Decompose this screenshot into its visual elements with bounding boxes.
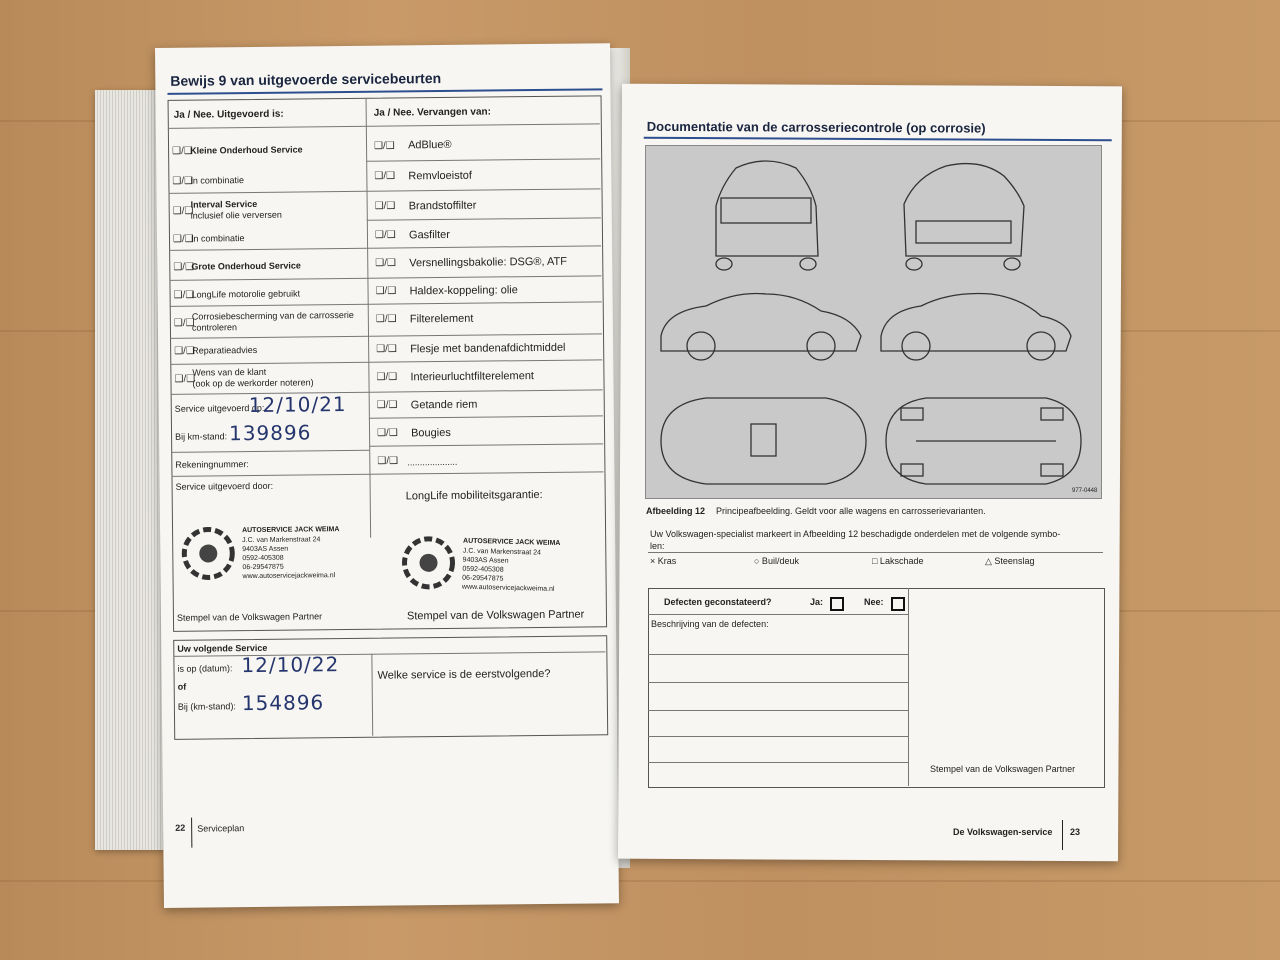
km-value: 139896 <box>228 420 312 446</box>
stamp-line: www.autoservicejackweima.nl <box>461 583 555 593</box>
service-item: Kleine Onderhoud Service <box>190 144 303 156</box>
next-km-label: Bij (km-stand): <box>177 701 236 712</box>
stamp-partner-label: Stempel van de Volkswagen Partner <box>176 611 323 623</box>
checkbox-pair[interactable]: ❑/❑ <box>172 145 193 157</box>
checkbox-pair[interactable]: ❑/❑ <box>377 455 399 467</box>
stamp-line: AUTOSERVICE JACK WEIMA <box>462 537 561 548</box>
service-item: In combinatie <box>190 233 245 244</box>
stamp-line: 0592-405308 <box>242 554 284 563</box>
marking-text: len: <box>650 541 665 551</box>
row-line <box>648 614 908 615</box>
left-page <box>155 43 619 908</box>
next-service-title: Uw volgende Service <box>177 642 268 654</box>
right-page-title: Documentatie van de carrosseriecontrole (op corrosie) <box>646 118 986 136</box>
km-label: Bij km-stand: <box>175 431 228 442</box>
checkbox-pair[interactable]: ❑/❑ <box>375 313 397 325</box>
figure-code: 977-0448 <box>1072 488 1098 494</box>
service-item: controleren <box>191 322 238 333</box>
stamp-line: 0592-405308 <box>462 565 504 574</box>
service-item: Reparatieadvies <box>192 344 258 356</box>
replacement-item: Bougies <box>410 426 451 440</box>
dots: .................... <box>407 456 458 468</box>
left-page-title: Bewijs 9 van uitgevoerde servicebeurten <box>170 70 442 89</box>
table-divider <box>908 588 909 786</box>
checkbox-pair[interactable]: ❑/❑ <box>375 285 397 297</box>
legend-dent: ○ Buil/deuk <box>754 556 799 566</box>
yes-label: Ja: <box>810 597 824 607</box>
next-date-value: 12/10/22 <box>241 652 340 678</box>
legend-scratch: × Kras <box>650 556 677 566</box>
replacement-item: Brandstoffilter <box>408 199 477 213</box>
stamp-partner-label: Stempel van de Volkswagen Partner <box>930 764 1076 774</box>
page-stack <box>95 90 165 850</box>
stamp-line: 9403AS Assen <box>242 545 289 554</box>
stamp-logo-icon <box>400 534 461 590</box>
service-date-value: 12/10/21 <box>248 392 347 418</box>
checkbox-pair[interactable]: ❑/❑ <box>376 427 398 439</box>
page-number: 22 <box>175 822 186 833</box>
legend-stone-chip: △ Steenslag <box>985 556 1035 566</box>
next-km-value: 154896 <box>241 690 325 716</box>
next-service-question: Welke service is de eerstvolgende? <box>377 667 551 682</box>
replacement-item: Haldex-koppeling: olie <box>409 284 518 298</box>
stamp-line: 06-29547875 <box>462 574 504 583</box>
replacement-item: Versnellingsbakolie: DSG®, ATF <box>409 255 568 270</box>
title-rule <box>644 137 1112 141</box>
service-item: inclusief olie verversen <box>190 209 282 221</box>
replacement-item: Interieurluchtfilterelement <box>410 370 535 384</box>
service-item: Wens van de klant <box>192 366 267 378</box>
checkbox-pair[interactable]: ❑/❑ <box>376 343 397 355</box>
defects-table <box>648 588 1105 788</box>
figure-caption: Principeafbeelding. Geldt voor alle wagens en carrosserievarianten. <box>716 506 986 516</box>
row-line <box>648 710 908 711</box>
service-item: In combinatie <box>190 175 244 186</box>
checkbox-pair[interactable]: ❑/❑ <box>374 170 396 182</box>
service-item: LongLife motorolie gebruikt <box>191 288 301 300</box>
replacement-item: Getande riem <box>410 398 478 412</box>
checkbox-pair[interactable]: ❑/❑ <box>375 257 397 269</box>
checkbox-pair[interactable]: ❑/❑ <box>373 140 395 152</box>
workshop-stamp <box>180 524 366 586</box>
performed-by-label: Service uitgevoerd door: <box>175 480 274 492</box>
replacement-item: Remvloeistof <box>408 169 472 183</box>
checkbox-pair[interactable]: ❑/❑ <box>376 371 398 383</box>
stamp-logo-icon <box>180 525 241 581</box>
longlife-label: LongLife mobiliteitsgarantie: <box>405 488 543 503</box>
service-item: Interval Service <box>190 198 258 210</box>
marking-text: Uw Volkswagen-specialist markeert in Afbeelding 12 beschadigde onderdelen met de volgende symbo- <box>650 529 1061 539</box>
stamp-line: www.autoservicejackweima.nl <box>242 572 336 581</box>
page-footer: Serviceplan <box>197 823 245 834</box>
car-outlines-icon <box>646 146 1101 498</box>
col1-header: Ja / Nee. Uitgevoerd is: <box>173 108 284 121</box>
col2-header: Ja / Nee. Vervangen van: <box>373 106 492 119</box>
checkbox-pair[interactable]: ❑/❑ <box>174 373 196 385</box>
checkbox-pair[interactable]: ❑/❑ <box>374 200 396 212</box>
checkbox-pair[interactable]: ❑/❑ <box>374 229 396 241</box>
checkbox-pair[interactable]: ❑/❑ <box>172 205 194 217</box>
stamp-line: J.C. van Markenstraat 24 <box>242 536 321 545</box>
or-label: of <box>177 681 187 692</box>
stamp-partner-label: Stempel van de Volkswagen Partner <box>406 608 585 623</box>
next-date-label: is op (datum): <box>177 663 233 674</box>
stamp-line: AUTOSERVICE JACK WEIMA <box>242 526 340 535</box>
row-line <box>648 762 908 763</box>
row-line <box>648 682 908 683</box>
defects-label: Defecten geconstateerd? <box>664 597 772 607</box>
yes-checkbox[interactable] <box>830 597 844 611</box>
figure-caption-label: Afbeelding 12 <box>646 506 706 516</box>
stamp-line: 06-29547875 <box>242 563 284 572</box>
no-label: Nee: <box>864 597 884 607</box>
page-number: 23 <box>1070 827 1081 837</box>
row-line <box>648 736 908 737</box>
checkbox-pair[interactable]: ❑/❑ <box>173 261 195 273</box>
footer-divider <box>1062 820 1063 850</box>
checkbox-pair[interactable]: ❑/❑ <box>174 345 195 357</box>
stamp-line: J.C. van Markenstraat 24 <box>462 547 542 557</box>
title-rule <box>167 88 602 95</box>
service-item: Grote Onderhoud Service <box>191 260 301 272</box>
stamp-line: 9403AS Assen <box>462 556 509 565</box>
replacement-item: AdBlue® <box>407 138 452 152</box>
legend-paint-damage: □ Lakschade <box>872 556 924 566</box>
workshop-stamp <box>400 534 591 599</box>
replacement-item: Filterelement <box>409 312 474 326</box>
description-label: Beschrijving van de defecten: <box>651 619 769 629</box>
account-label: Rekeningnummer: <box>175 459 249 470</box>
no-checkbox[interactable] <box>891 597 905 611</box>
replacement-item: Gasfilter <box>408 228 451 242</box>
page-footer: De Volkswagen-service <box>953 827 1053 837</box>
service-item: (ook op de werkorder noteren) <box>192 377 314 389</box>
service-item: Corrosiebescherming van de carrosserie <box>191 309 354 322</box>
checkbox-pair[interactable]: ❑/❑ <box>172 233 194 245</box>
checkbox-pair[interactable]: ❑/❑ <box>172 175 194 187</box>
checkbox-pair[interactable]: ❑/❑ <box>376 399 398 411</box>
checkbox-pair[interactable]: ❑/❑ <box>173 317 195 329</box>
checkbox-pair[interactable]: ❑/❑ <box>173 289 195 301</box>
row-line <box>648 552 1103 553</box>
service-date-label: Service uitgevoerd op: <box>174 402 265 414</box>
footer-divider <box>191 818 192 848</box>
car-body-diagram <box>645 145 1102 499</box>
replacement-item: Flesje met bandenafdichtmiddel <box>410 341 566 356</box>
row-line <box>648 654 908 655</box>
